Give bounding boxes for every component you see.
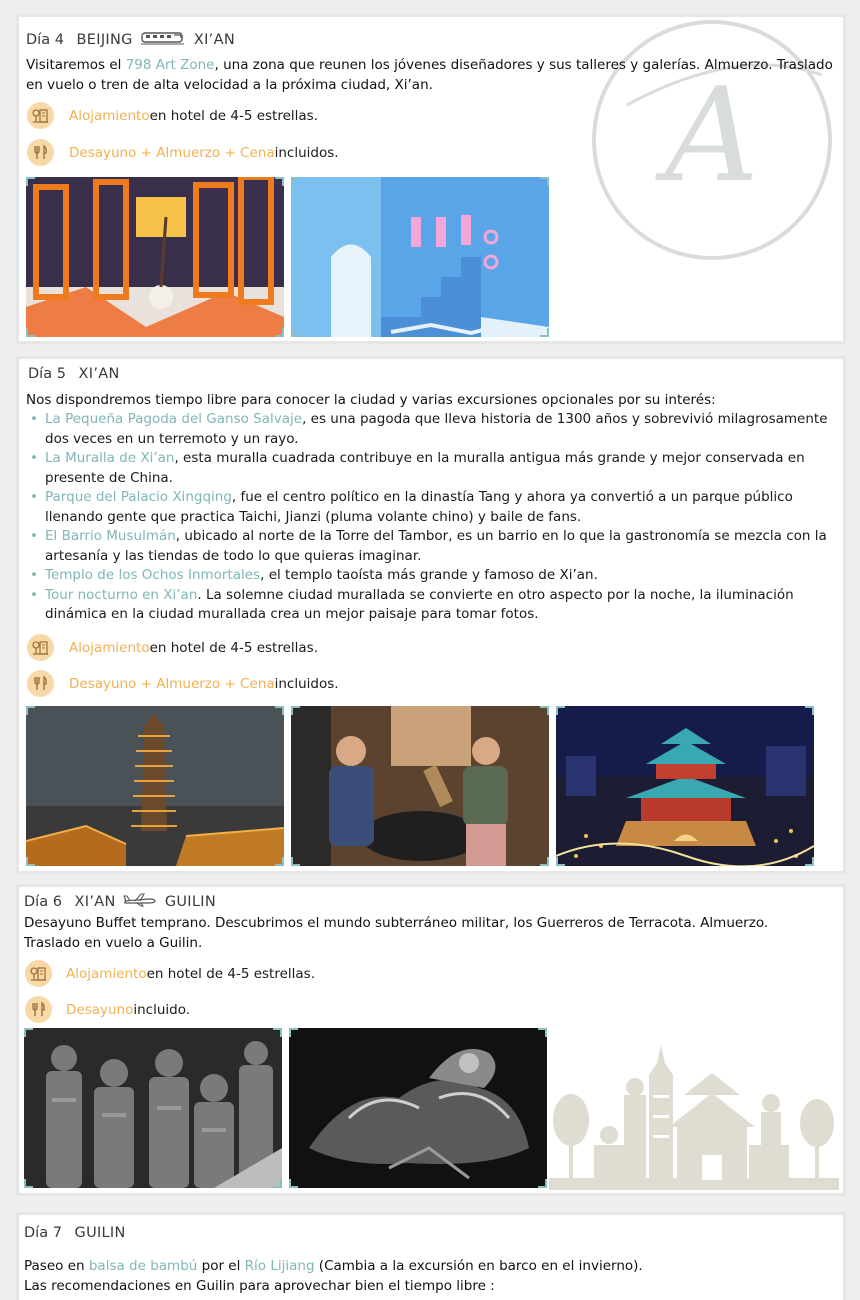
day4-meals: Desayuno + Almuerzo + Cena incluidos. <box>27 139 339 166</box>
day7-card <box>16 1212 846 1300</box>
day4-intro: Visitaremos el 798 Art Zone, una zona que reunen los jóvenes diseñadores y sus talleres y galerías. Almuerzo. Traslado en vuelo o tren de alta velocidad a la próxima ciudad, Xi’an. <box>26 57 833 93</box>
list-item: • Tour nocturno en Xi’an. La solemne ciudad murallada se convierte en otro aspecto por la noche, la iluminación dinámica en la ciudad murallada crea un mejor paisaje para tomar fotos. <box>26 586 838 625</box>
airplane-icon <box>123 893 157 907</box>
fork-knife-icon <box>27 139 54 166</box>
link-xian-wall[interactable]: La Muralla de Xi’an <box>45 450 175 466</box>
link-little-goose-pagoda[interactable]: La Pequeña Pagoda del Ganso Salvaje <box>45 411 303 427</box>
photo-goose-pagoda <box>26 706 284 866</box>
photo-798-gallery <box>26 177 284 337</box>
link-bamboo-raft[interactable]: balsa de bambú <box>88 1258 198 1274</box>
xian-skyline-illustration <box>549 1035 839 1190</box>
list-item: • La Pequeña Pagoda del Ganso Salvaje, es una pagoda que lleva historia de 1300 años y sobrevivió milagrosamente dos veces en un terremoto y un rayo. <box>26 410 838 449</box>
photo-blue-room <box>291 177 549 337</box>
day6-card <box>16 884 846 1196</box>
hotel-icon <box>25 960 52 987</box>
day6-title: Día 6 XI’AN GUILIN <box>24 894 216 910</box>
svg-text:A: A <box>665 59 759 211</box>
link-eight-immortals[interactable]: Templo de los Ochos Inmortales <box>45 567 261 583</box>
list-item: • Parque del Palacio Xingqing, fue el centro político en la dinastía Tang y ahora ya convertió a un parque público llenando gente que practica Taichi, Jianzi (pluma volante chino) y baile de fans. <box>26 488 838 527</box>
watermark-logo <box>587 15 837 265</box>
day7-title: Día 7 GUILIN <box>24 1225 126 1241</box>
day5-meals: Desayuno + Almuerzo + Cena incluidos. <box>27 670 339 697</box>
day6-intro: Desayuno Buffet temprano. Descubrimos el mundo subterráneo militar, los Guerreros de Terracota. Almuerzo. Traslado en vuelo a Guilin. <box>24 915 769 951</box>
day7-paragraph-2: Las recomendaciones en Guilin para aprovechar bien el tiempo libre : <box>24 1278 495 1294</box>
link-muslim-quarter[interactable]: El Barrio Musulmán <box>45 528 176 544</box>
hotel-icon <box>27 634 54 661</box>
day4-title: Día 4 BEIJING XI’AN <box>26 32 235 48</box>
day5-excursion-list <box>26 410 838 625</box>
list-item: • La Muralla de Xi’an, esta muralla cuadrada contribuye en la muralla antigua más grande y mejor conservada en presente de China. <box>26 449 838 488</box>
link-night-tour[interactable]: Tour nocturno en Xi’an <box>45 586 198 603</box>
photo-muslim-quarter <box>291 706 549 866</box>
day5-lodging: Alojamiento en hotel de 4-5 estrellas. <box>27 634 318 661</box>
photo-bell-tower-night <box>556 706 814 866</box>
list-item: • Templo de los Ochos Inmortales, el templo taoísta más grande y famoso de Xi’an. <box>26 566 838 586</box>
link-li-river[interactable]: Río Lijiang <box>244 1258 315 1274</box>
list-item: • El Barrio Musulmán, ubicado al norte de la Torre del Tambor, es un barrio en lo que la gastronomía se mezcla con la artesanía y las tiendas de todo lo que quieras imaginar. <box>26 527 838 566</box>
train-icon <box>141 31 185 45</box>
day5-intro: Nos dispondremos tiempo libre para conocer la ciudad y varias excursiones opcionales por su interés: <box>26 392 716 408</box>
day7-paragraph-1: Paseo en balsa de bambú por el Río Lijiang (Cambia a la excursión en barco en el invierno). <box>24 1258 643 1274</box>
fork-knife-icon <box>25 996 52 1023</box>
hotel-icon <box>27 102 54 129</box>
day6-lodging: Alojamiento en hotel de 4-5 estrellas. <box>25 960 315 987</box>
link-xingqing-palace[interactable]: Parque del Palacio Xingqing <box>45 489 232 505</box>
link-798-art-zone[interactable]: 798 Art Zone <box>125 57 215 73</box>
day6-meals: Desayuno incluido. <box>25 996 190 1023</box>
photo-terracotta-warriors <box>24 1028 282 1188</box>
fork-knife-icon <box>27 670 54 697</box>
day5-title: Día 5 XI’AN <box>28 366 120 382</box>
photo-bronze-chariot <box>289 1028 547 1188</box>
day4-card <box>16 14 846 344</box>
day4-lodging: Alojamiento en hotel de 4-5 estrellas. <box>27 102 318 129</box>
day5-card <box>16 356 846 874</box>
